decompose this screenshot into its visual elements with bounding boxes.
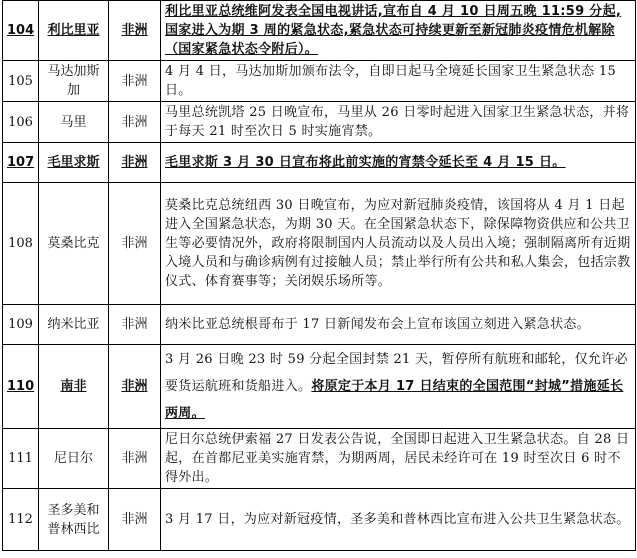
country-name: 圣多美和普林西比 <box>39 489 109 551</box>
region: 非洲 <box>109 305 161 345</box>
table-row <box>3 1 636 61</box>
table-row <box>3 429 636 489</box>
country-name: 毛里求斯 <box>39 143 109 183</box>
row-number: 106 <box>3 102 39 143</box>
row-number: 111 <box>3 429 39 489</box>
table-row <box>3 61 636 102</box>
row-number: 112 <box>3 489 39 551</box>
table-row <box>3 489 636 551</box>
row-number: 109 <box>3 305 39 345</box>
row-number: 104 <box>3 1 39 61</box>
table-row <box>3 345 636 429</box>
row-number: 105 <box>3 61 39 102</box>
country-name: 马达加斯加 <box>39 61 109 102</box>
region: 非洲 <box>109 489 161 551</box>
measure-description: 4 月 4 日，马达加斯加颁布法令，自即日起马全境延长国家卫生紧急状态 15 日。 <box>161 61 636 102</box>
country-name: 马里 <box>39 102 109 143</box>
measure-description <box>161 345 636 429</box>
measure-description: 毛里求斯 3 月 30 日宣布将此前实施的宵禁令延长至 4 月 15 日。 <box>161 143 636 183</box>
table-row <box>3 143 636 183</box>
measure-description: 利比里亚总统维阿发表全国电视讲话,宣布自 4 月 10 日周五晚 11:59 分起,国家进入为期 3 周的紧急状态,紧急状态可持续更新至新冠肺炎疫情危机解除（国家紧急状态令附后）。 <box>161 1 636 61</box>
region: 非洲 <box>109 183 161 305</box>
region: 非洲 <box>109 102 161 143</box>
country-name: 南非 <box>39 345 109 429</box>
region: 非洲 <box>109 1 161 61</box>
country-measures-table <box>2 0 636 551</box>
measure-description: 3 月 17 日，为应对新冠疫情，圣多美和普林西比宣布进入公共卫生紧急状态。 <box>161 489 636 551</box>
table-row <box>3 102 636 143</box>
country-name: 尼日尔 <box>39 429 109 489</box>
row-number: 108 <box>3 183 39 305</box>
row-number: 107 <box>3 143 39 183</box>
row-number: 110 <box>3 345 39 429</box>
measure-description: 马里总统凯塔 25 日晚宣布，马里从 26 日零时起进入国家卫生紧急状态，并将于每天 21 时至次日 5 时实施宵禁。 <box>161 102 636 143</box>
country-name: 莫桑比克 <box>39 183 109 305</box>
measure-description: 纳米比亚总统根哥布于 17 日新闻发布会上宣布该国立刻进入紧急状态。 <box>161 305 636 345</box>
country-name: 利比里亚 <box>39 1 109 61</box>
table-row <box>3 305 636 345</box>
region: 非洲 <box>109 143 161 183</box>
measure-text-emphasis: 将原定于本月 17 日结束的全国范围“封城”措施延长两周。 <box>165 379 624 421</box>
region: 非洲 <box>109 429 161 489</box>
table-row <box>3 183 636 305</box>
country-name: 纳米比亚 <box>39 305 109 345</box>
measure-text-plain: 3 月 26 日晚 23 时 59 分起全国封禁 21 天，暂停所有航班和邮轮，仅允许必要货运航班和货船进入。 <box>165 352 628 394</box>
region: 非洲 <box>109 61 161 102</box>
measure-description: 尼日尔总统伊索福 27 日发表公告说，全国即日起进入卫生紧急状态。自 28 日起，在首都尼亚美实施宵禁，为期两周，居民未经许可在 19 时至次日 6 时不得外出。 <box>161 429 636 489</box>
measure-description: 莫桑比克总统纽西 30 日晚宣布，为应对新冠肺炎疫情，该国将从 4 月 1 日起进入全国紧急状态，为期 30 天。在全国紧急状态下，除保障物资供应和公共卫生等必要情况外，政府将限制国内人员流动以及人员出入境；强制隔离所有近期入境人员和与确诊病例有过接触人员；禁止举行所有公共和私人集会，包括宗教仪式、体育赛事等；关闭娱乐场所等。 <box>161 183 636 305</box>
region: 非洲 <box>109 345 161 429</box>
